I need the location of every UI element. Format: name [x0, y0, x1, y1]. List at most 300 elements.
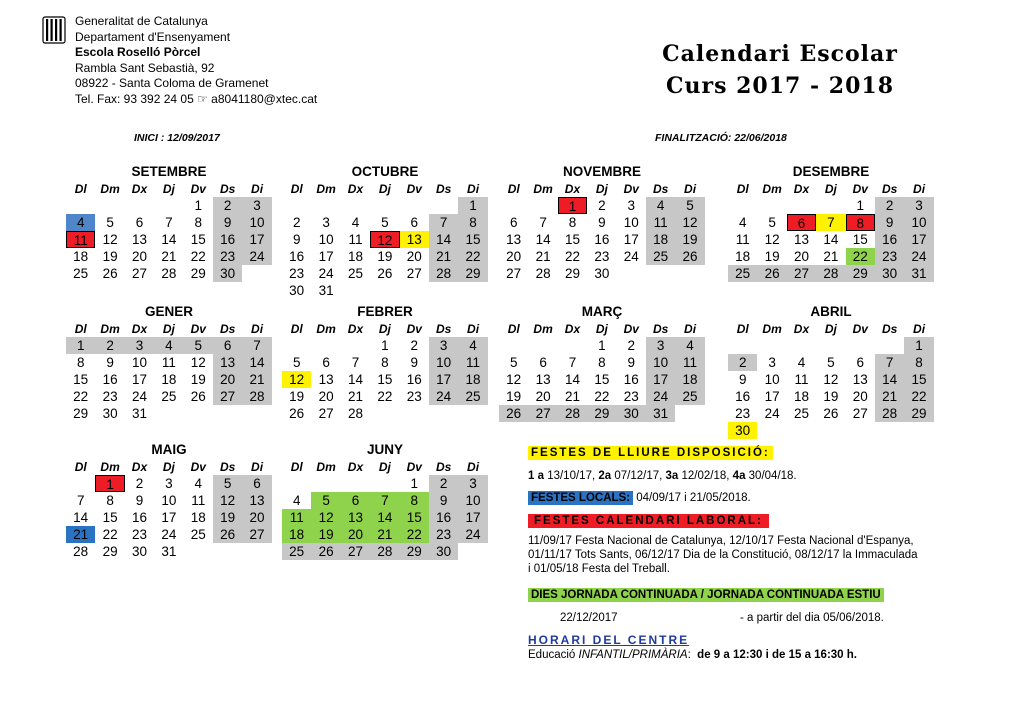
month-grid: [728, 321, 934, 439]
day-cell: 18: [675, 371, 704, 388]
day-cell: 19: [675, 231, 704, 248]
month-novembre: [499, 163, 705, 282]
month-name: DESEMBRE: [792, 164, 870, 179]
day-cell: 2: [292, 215, 301, 230]
day-cell: 19: [506, 389, 522, 404]
start-date: INICI : 12/09/2017: [134, 132, 220, 144]
day-cell: 24: [429, 388, 458, 405]
day-cell: 3: [322, 215, 330, 230]
weekday-header: Dm: [762, 182, 782, 196]
day-cell: 13: [535, 372, 551, 387]
day-cell: 1: [558, 197, 587, 214]
month-name: GENER: [144, 304, 193, 319]
day-cell: 26: [213, 526, 242, 543]
day-cell: 11: [348, 232, 363, 247]
horari-title: [528, 633, 689, 647]
weekday-header: Dj: [162, 460, 175, 474]
day-cell: 12: [675, 214, 704, 231]
day-cell: 21: [370, 526, 399, 543]
weekday-header: Dm: [316, 322, 336, 336]
weekday-header: Dl: [507, 322, 520, 336]
day-cell: 20: [131, 249, 147, 264]
day-cell: 7: [242, 337, 271, 354]
weekday-header: Dj: [162, 322, 175, 336]
day-cell: 24: [764, 406, 780, 421]
day-cell: 1: [194, 198, 203, 213]
weekday-header: Dv: [406, 322, 422, 336]
day-cell: 24: [904, 248, 933, 265]
weekday-header: Ds: [219, 322, 236, 336]
day-cell: 22: [458, 248, 487, 265]
day-cell: 29: [190, 266, 206, 281]
day-cell: 4: [194, 476, 203, 491]
month-octubre: [282, 163, 488, 299]
empty-cell: [499, 337, 528, 354]
day-cell: 28: [161, 266, 177, 281]
weekday-header: Dj: [824, 322, 837, 336]
weekday-header: Dj: [824, 182, 837, 196]
day-cell: 28: [73, 544, 89, 559]
day-cell: 21: [66, 526, 95, 543]
day-cell: 10: [161, 493, 177, 508]
day-cell: 3: [242, 197, 271, 214]
empty-cell: [816, 337, 845, 354]
day-cell: 20: [341, 526, 370, 543]
day-cell: 31: [318, 283, 334, 298]
day-cell: 18: [282, 526, 311, 543]
day-cell: 17: [623, 232, 639, 247]
day-cell: 18: [646, 231, 675, 248]
day-cell: 26: [190, 389, 206, 404]
day-cell: 6: [242, 475, 271, 492]
empty-cell: [311, 337, 340, 354]
day-cell: 24: [242, 248, 271, 265]
month-name: ABRIL: [810, 304, 852, 319]
day-cell: 15: [852, 232, 868, 247]
day-cell: 22: [564, 249, 580, 264]
month-juny: [282, 441, 488, 560]
weekday-header: Di: [684, 322, 697, 336]
day-cell: 16: [406, 372, 422, 387]
day-cell: 21: [161, 249, 177, 264]
day-cell: 17: [458, 509, 487, 526]
generalitat-logo-icon: [42, 16, 66, 46]
weekday-header: Ds: [435, 322, 452, 336]
day-cell: 2: [627, 338, 636, 353]
weekday-header: Dx: [347, 182, 364, 196]
day-cell: 10: [318, 232, 334, 247]
day-cell: 11: [675, 354, 704, 371]
day-cell: 14: [429, 231, 458, 248]
day-cell: 1: [856, 198, 865, 213]
lliure-2-label: 2a: [598, 470, 612, 482]
day-cell: 21: [535, 249, 551, 264]
day-cell: 29: [587, 405, 616, 422]
day-cell: 25: [646, 248, 675, 265]
day-cell: 10: [458, 492, 487, 509]
day-cell: 4: [154, 337, 183, 354]
day-cell: 8: [76, 355, 85, 370]
day-cell: 23: [623, 389, 639, 404]
day-cell: 2: [429, 475, 458, 492]
school-address: Rambla Sant Sebastià, 92: [75, 60, 215, 75]
end-date: FINALITZACIÓ: 22/06/2018: [655, 132, 787, 144]
legend-lliure-text: [528, 470, 797, 482]
lliure-1-label: 1 a: [528, 470, 544, 482]
day-cell: 13: [242, 492, 271, 509]
day-cell: 1: [66, 337, 95, 354]
day-cell: 15: [458, 231, 487, 248]
day-cell: 12: [190, 355, 206, 370]
weekday-header: Ds: [219, 182, 236, 196]
weekday-header: Dx: [793, 182, 810, 196]
day-cell: 6: [135, 215, 144, 230]
day-cell: 14: [564, 372, 580, 387]
day-cell: 4: [675, 337, 704, 354]
day-cell: 21: [875, 388, 904, 405]
day-cell: 3: [904, 197, 933, 214]
lliure-1-date: 13/10/17,: [544, 470, 599, 482]
day-cell: 15: [102, 510, 118, 525]
day-cell: 21: [347, 389, 363, 404]
day-cell: 28: [429, 265, 458, 282]
locals-text: 04/09/17 i 21/05/2018.: [633, 492, 751, 504]
day-cell: 6: [787, 214, 816, 231]
month-grid: [282, 321, 488, 422]
day-cell: 26: [377, 266, 393, 281]
weekday-header: Dm: [316, 460, 336, 474]
day-cell: 27: [406, 266, 422, 281]
weekday-header: Di: [467, 182, 480, 196]
weekday-header: Dv: [406, 182, 422, 196]
day-cell: 3: [458, 475, 487, 492]
day-cell: 29: [904, 405, 933, 422]
weekday-header: Di: [467, 460, 480, 474]
day-cell: 22: [73, 389, 89, 404]
laboral-title-label: FESTES CALENDARI LABORAL:: [528, 514, 769, 528]
day-cell: 13: [793, 232, 809, 247]
day-cell: 27: [318, 406, 334, 421]
day-cell: 20: [213, 371, 242, 388]
day-cell: 29: [564, 266, 580, 281]
legend-laboral-text: 11/09/17 Festa Nacional de Catalunya, 12/10/17 Festa Nacional d'Espanya, 01/11/17 Tots Sants, 06/12/17 Dia de la Constitució, 08/12/17 la Immaculada i 01/05/18 Festa del Treball.: [528, 535, 918, 575]
day-cell: 8: [381, 355, 389, 370]
day-cell: 15: [564, 232, 580, 247]
day-cell: 20: [242, 509, 271, 526]
day-cell: 30: [429, 543, 458, 560]
empty-cell: [757, 197, 786, 214]
weekday-header: Dl: [736, 322, 749, 336]
legend-lliure-title: [528, 447, 773, 459]
day-cell: 19: [311, 526, 340, 543]
weekday-header: Ds: [219, 460, 236, 474]
legend-jornada-title: [528, 589, 884, 601]
day-cell: 4: [646, 197, 675, 214]
day-cell: 18: [190, 510, 206, 525]
day-cell: 24: [646, 388, 675, 405]
jornada-title-label: DIES JORNADA CONTINUADA / JORNADA CONTINUADA ESTIU: [528, 588, 884, 602]
day-cell: 13: [400, 231, 429, 248]
day-cell: 15: [73, 372, 89, 387]
day-cell: 9: [106, 355, 114, 370]
horari-colon: :: [687, 649, 691, 661]
day-cell: 20: [852, 389, 868, 404]
day-cell: 7: [76, 493, 85, 508]
day-cell: 22: [594, 389, 610, 404]
day-cell: 16: [623, 372, 639, 387]
day-cell: 30: [289, 283, 305, 298]
day-cell: 29: [73, 406, 89, 421]
day-cell: 19: [102, 249, 118, 264]
day-cell: 7: [568, 355, 577, 370]
day-cell: 8: [458, 214, 487, 231]
weekday-header: Dm: [100, 322, 120, 336]
day-cell: 19: [190, 372, 206, 387]
day-cell: 1: [381, 338, 389, 353]
empty-cell: [282, 475, 311, 492]
day-cell: 20: [318, 389, 334, 404]
month-grid: [282, 459, 488, 560]
month-marc: [499, 303, 705, 422]
day-cell: 9: [135, 493, 144, 508]
month-name: MARÇ: [581, 304, 623, 319]
day-cell: 9: [429, 492, 458, 509]
month-febrer: [282, 303, 488, 422]
day-cell: 10: [429, 354, 458, 371]
day-cell: 20: [535, 389, 551, 404]
day-cell: 23: [406, 389, 422, 404]
day-cell: 9: [292, 232, 301, 247]
month-gener: [66, 303, 272, 422]
day-cell: 6: [341, 492, 370, 509]
empty-cell: [558, 337, 587, 354]
day-cell: 15: [904, 371, 933, 388]
day-cell: 25: [728, 265, 757, 282]
weekday-header: Dl: [736, 182, 749, 196]
day-cell: 10: [131, 355, 147, 370]
day-cell: 17: [161, 510, 177, 525]
empty-cell: [400, 197, 429, 214]
horari-title-label: HORARI DEL CENTRE: [528, 633, 690, 647]
weekday-header: Dx: [564, 182, 581, 196]
day-cell: 16: [102, 372, 118, 387]
day-cell: 21: [823, 249, 839, 264]
day-cell: 10: [764, 372, 780, 387]
day-cell: 23: [213, 248, 242, 265]
day-cell: 22: [904, 388, 933, 405]
day-cell: 17: [131, 372, 147, 387]
day-cell: 30: [213, 265, 242, 282]
weekday-header: Ds: [435, 182, 452, 196]
weekday-header: Dj: [378, 182, 391, 196]
day-cell: 25: [282, 543, 311, 560]
day-cell: 25: [793, 406, 809, 421]
weekday-header: Dv: [623, 322, 639, 336]
empty-cell: [528, 337, 557, 354]
day-cell: 20: [793, 249, 809, 264]
day-cell: 9: [875, 214, 904, 231]
day-cell: 6: [509, 215, 518, 230]
day-cell: 2: [95, 337, 124, 354]
day-cell: 29: [846, 265, 875, 282]
month-name: OCTUBRE: [351, 164, 419, 179]
day-cell: 13: [852, 372, 868, 387]
day-cell: 25: [190, 527, 206, 542]
empty-cell: [95, 197, 124, 214]
day-cell: 14: [823, 232, 839, 247]
day-cell: 12: [282, 371, 311, 388]
day-cell: 8: [846, 214, 875, 231]
weekday-header: Dx: [564, 322, 581, 336]
day-cell: 19: [823, 389, 839, 404]
day-cell: 13: [213, 354, 242, 371]
weekday-header: Dv: [190, 322, 206, 336]
day-cell: 10: [242, 214, 271, 231]
month-name: JUNY: [366, 442, 403, 457]
day-cell: 13: [318, 372, 334, 387]
day-cell: 28: [875, 405, 904, 422]
day-cell: 5: [827, 355, 835, 370]
empty-cell: [787, 337, 816, 354]
day-cell: 5: [292, 355, 301, 370]
day-cell: 5: [106, 215, 114, 230]
horari-line: [528, 649, 857, 661]
day-cell: 22: [846, 248, 875, 265]
empty-cell: [66, 197, 95, 214]
day-cell: 5: [381, 215, 389, 230]
weekday-header: Dv: [190, 182, 206, 196]
day-cell: 26: [675, 248, 704, 265]
day-cell: 11: [282, 509, 311, 526]
day-cell: 4: [797, 355, 806, 370]
day-cell: 15: [594, 372, 610, 387]
empty-cell: [757, 337, 786, 354]
day-cell: 1: [410, 476, 419, 491]
weekday-header: Ds: [652, 182, 669, 196]
day-cell: 25: [73, 266, 89, 281]
day-cell: 15: [377, 372, 393, 387]
legend-locals: [528, 492, 751, 504]
day-cell: 17: [429, 371, 458, 388]
empty-cell: [341, 475, 370, 492]
day-cell: 5: [311, 492, 340, 509]
day-cell: 22: [377, 389, 393, 404]
weekday-header: Dv: [190, 460, 206, 474]
weekday-header: Ds: [881, 182, 898, 196]
empty-cell: [816, 197, 845, 214]
weekday-header: Di: [467, 322, 480, 336]
day-cell: 7: [816, 214, 845, 231]
day-cell: 28: [816, 265, 845, 282]
weekday-header: Dl: [74, 460, 87, 474]
day-cell: 30: [594, 266, 610, 281]
weekday-header: Dv: [623, 182, 639, 196]
day-cell: 22: [102, 527, 118, 542]
day-cell: 11: [646, 214, 675, 231]
day-cell: 16: [735, 389, 751, 404]
day-cell: 10: [623, 215, 639, 230]
day-cell: 20: [506, 249, 522, 264]
day-cell: 30: [875, 265, 904, 282]
school-city: 08922 - Santa Coloma de Gramenet: [75, 76, 269, 90]
header-line-generalitat: Generalitat de Catalunya: [75, 14, 208, 28]
day-cell: 27: [242, 526, 271, 543]
month-grid: [728, 181, 934, 282]
weekday-header: Ds: [435, 460, 452, 474]
calendar-title: [610, 38, 950, 102]
weekday-header: Dj: [378, 460, 391, 474]
day-cell: 30: [617, 405, 646, 422]
horari-hours: de 9 a 12:30 i de 15 a 16:30 h.: [697, 649, 857, 661]
empty-cell: [341, 337, 370, 354]
day-cell: 9: [598, 215, 606, 230]
day-cell: 12: [102, 232, 118, 247]
weekday-header: Di: [251, 182, 264, 196]
day-cell: 18: [458, 371, 487, 388]
weekday-header: Ds: [881, 322, 898, 336]
weekday-header: Dx: [131, 460, 148, 474]
day-cell: 5: [675, 197, 704, 214]
day-cell: 12: [370, 231, 399, 248]
day-cell: 12: [311, 509, 340, 526]
day-cell: 28: [558, 405, 587, 422]
empty-cell: [370, 475, 399, 492]
day-cell: 16: [875, 231, 904, 248]
day-cell: 28: [535, 266, 551, 281]
day-cell: 9: [627, 355, 636, 370]
day-cell: 24: [131, 389, 147, 404]
day-cell: 14: [73, 510, 89, 525]
day-cell: 31: [161, 544, 177, 559]
day-cell: 4: [292, 493, 301, 508]
day-cell: 31: [904, 265, 933, 282]
day-cell: 6: [322, 355, 330, 370]
day-cell: 31: [131, 406, 147, 421]
day-cell: 27: [131, 266, 147, 281]
locals-title-label: FESTES LOCALS:: [528, 491, 633, 505]
empty-cell: [282, 197, 311, 214]
day-cell: 28: [242, 388, 271, 405]
month-name: FEBRER: [357, 304, 413, 319]
jornada-winter-date: 22/12/2017: [560, 612, 618, 624]
weekday-header: Dm: [533, 182, 553, 196]
day-cell: 3: [768, 355, 776, 370]
day-cell: 26: [311, 543, 340, 560]
day-cell: 18: [73, 249, 89, 264]
day-cell: 26: [823, 406, 839, 421]
day-cell: 23: [429, 526, 458, 543]
month-desembre: [728, 163, 934, 282]
day-cell: 7: [370, 492, 399, 509]
lliure-title-label: FESTES DE LLIURE DISPOSICIÓ:: [528, 446, 773, 460]
day-cell: 27: [213, 388, 242, 405]
empty-cell: [311, 197, 340, 214]
day-cell: 25: [161, 389, 177, 404]
day-cell: 3: [429, 337, 458, 354]
day-cell: 12: [213, 492, 242, 509]
day-cell: 20: [406, 249, 422, 264]
day-cell: 27: [341, 543, 370, 560]
day-cell: 13: [131, 232, 147, 247]
day-cell: 24: [623, 249, 639, 264]
day-cell: 16: [429, 509, 458, 526]
day-cell: 4: [738, 215, 747, 230]
day-cell: 22: [400, 526, 429, 543]
day-cell: 14: [242, 354, 271, 371]
day-cell: 14: [370, 509, 399, 526]
day-cell: 2: [728, 354, 757, 371]
weekday-header: Dj: [595, 182, 608, 196]
